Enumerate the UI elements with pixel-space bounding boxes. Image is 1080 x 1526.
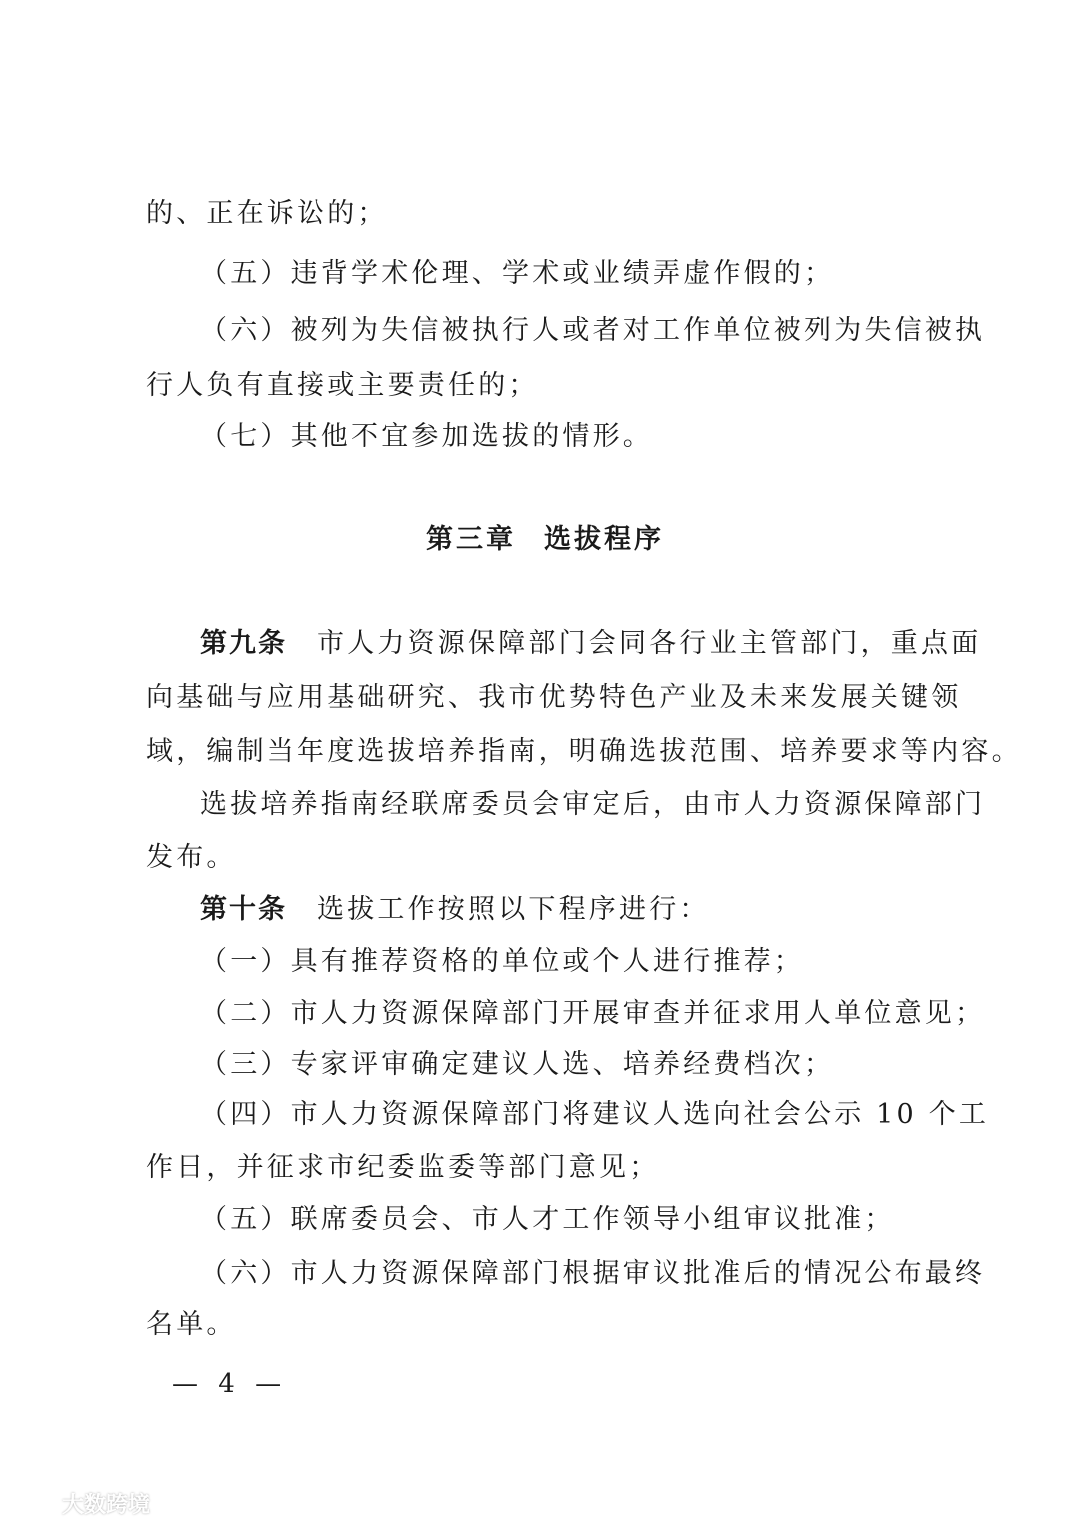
article-9-text: 市人力资源保障部门会同各行业主管部门，重点面 <box>317 628 982 659</box>
article-10-label: 第十条 <box>200 894 287 925</box>
brand-name: 大数跨境 <box>62 1493 151 1518</box>
text-line: 名单。 <box>146 1309 237 1340</box>
text-line: 发布。 <box>146 842 237 873</box>
brand-watermark <box>12 1488 150 1519</box>
brand-logo-icon <box>12 1491 56 1517</box>
article-10-text: 选拔工作按照以下程序进行： <box>317 894 710 925</box>
text-line: （七）其他不宜参加选拔的情形。 <box>200 421 653 452</box>
text-line: （四）市人力资源保障部门将建议人选向社会公示 10 个工 <box>200 1099 990 1130</box>
text-line: （六）被列为失信被执行人或者对工作单位被列为失信被执 <box>200 315 986 346</box>
article-9-first-line <box>200 626 981 662</box>
text-line: 的、正在诉讼的； <box>146 198 388 229</box>
text-line: 域，编制当年度选拔培养指南，明确选拔范围、培养要求等内容。 <box>146 736 1022 767</box>
text-line: 选拔培养指南经联席委员会审定后，由市人力资源保障部门 <box>200 789 986 820</box>
text-line: 行人负有直接或主要责任的； <box>146 370 539 401</box>
chapter-title: 选拔程序 <box>544 524 664 555</box>
text-line: 向基础与应用基础研究、我市优势特色产业及未来发展关键领 <box>146 682 962 713</box>
text-line: 作日，并征求市纪委监委等部门意见； <box>146 1152 660 1183</box>
article-10-first-line <box>200 892 710 928</box>
text-line: （三）专家评审确定建议人选、培养经费档次； <box>200 1049 835 1080</box>
page-number: — 4 — <box>172 1369 288 1399</box>
chapter-heading <box>0 522 1080 558</box>
text-line: （五）违背学术伦理、学术或业绩弄虚作假的； <box>200 258 835 289</box>
article-9-label: 第九条 <box>200 628 287 659</box>
text-line: （一）具有推荐资格的单位或个人进行推荐； <box>200 946 804 977</box>
text-line: （六）市人力资源保障部门根据审议批准后的情况公布最终 <box>200 1258 986 1289</box>
text-line: （五）联席委员会、市人才工作领导小组审议批准； <box>200 1204 895 1235</box>
text-line: （二）市人力资源保障部门开展审查并征求用人单位意见； <box>200 998 986 1029</box>
chapter-number: 第三章 <box>426 524 516 555</box>
